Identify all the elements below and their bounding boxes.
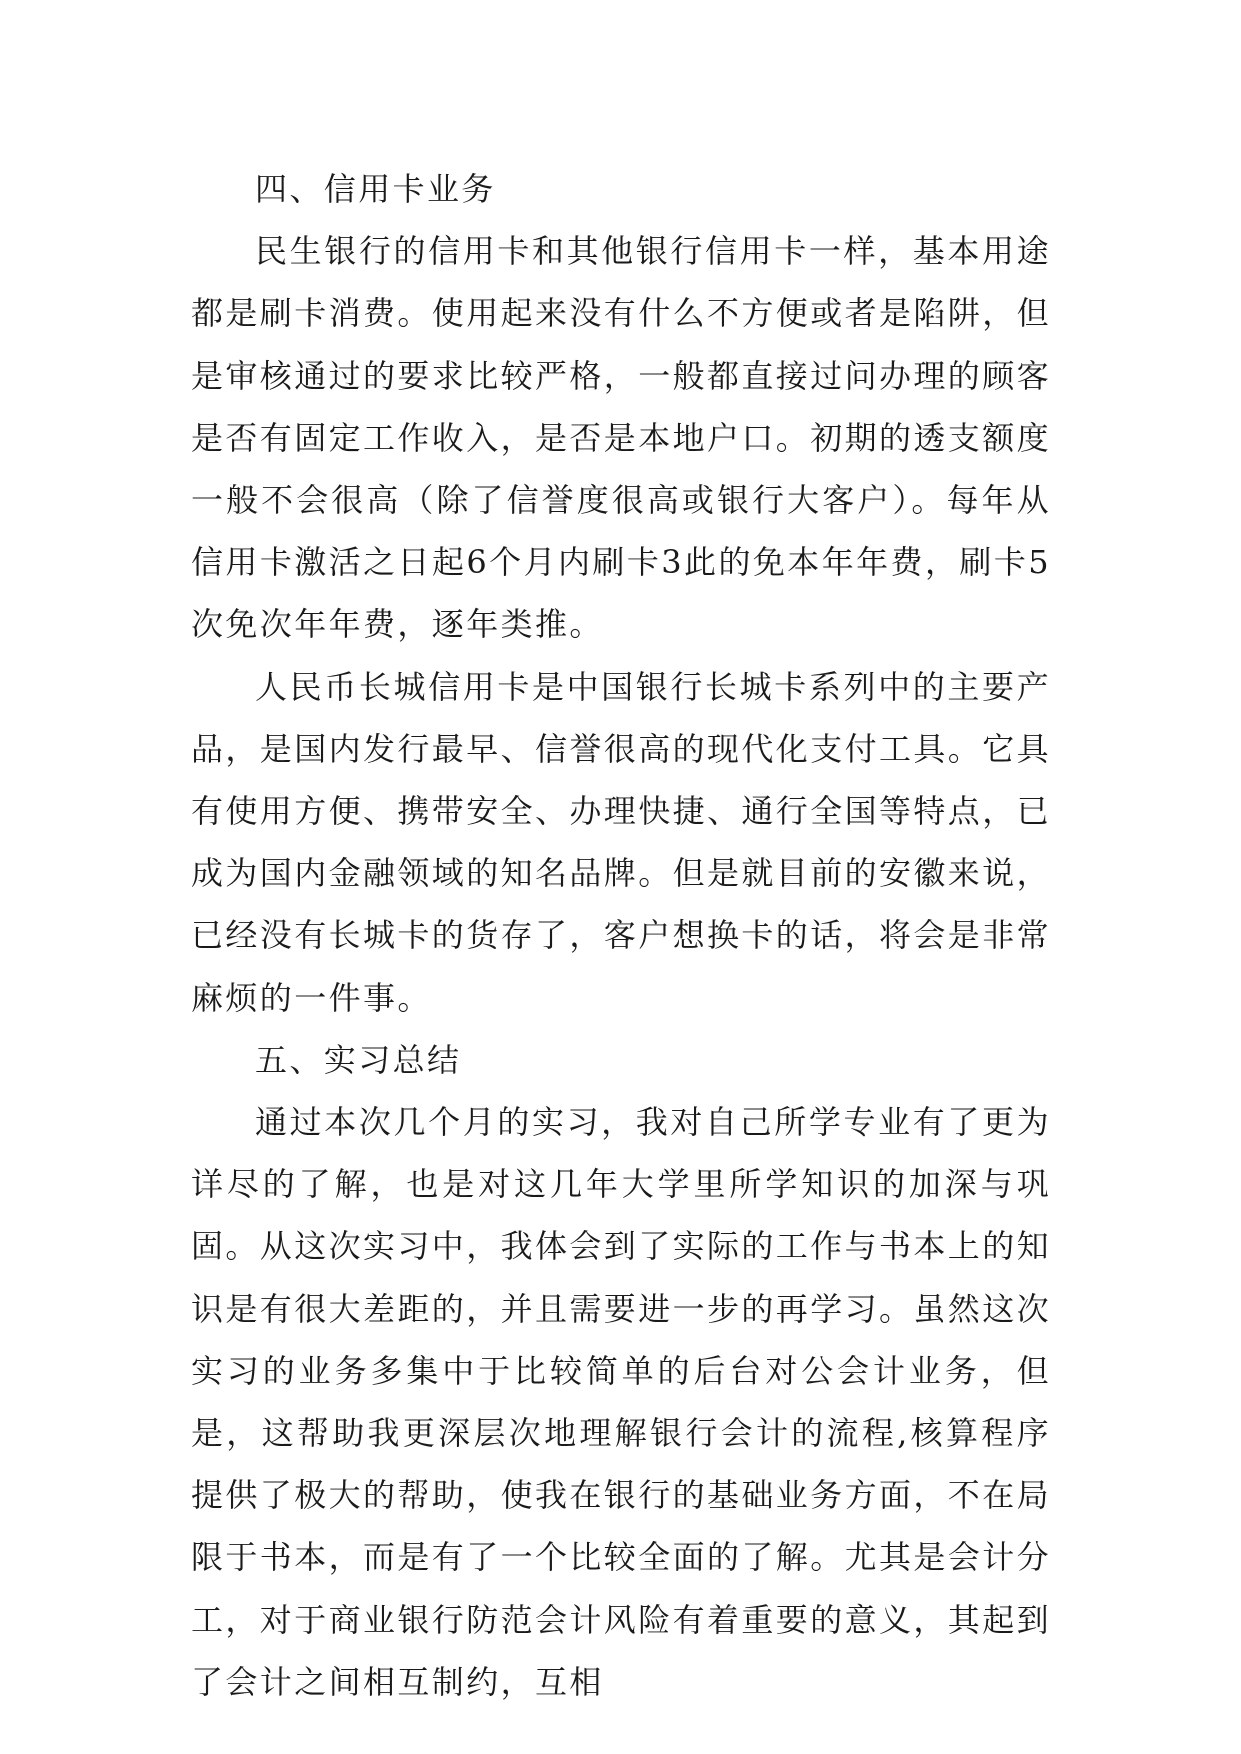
paragraph-great-wall-card: 人民币长城信用卡是中国银行长城卡系列中的主要产品，是国内发行最早、信誉很高的现代化支付工具。它具有使用方便、携带安全、办理快捷、通行全国等特点，已成为国内金融领域的知名品牌。但是就目前的安徽来说，已经没有长城卡的货存了，客户想换卡的话，将会是非常麻烦的一件事。 bbox=[191, 667, 1052, 1017]
paragraph-internship-summary: 通过本次几个月的实习，我对自己所学专业有了更为详尽的了解，也是对这几年大学里所学知识的加深与巩固。从这次实习中，我体会到了实际的工作与书本上的知识是有很大差距的，并且需要进一步的再学习。虽然这次实习的业务多集中于比较简单的后台对公会计业务，但是，这帮助我更深层次地理解银行会计的流程,核算程序提供了极大的帮助，使我在银行的基础业务方面，不在局限于书本，而是有了一个比较全面的了解。尤其是会计分工，对于商业银行防范会计风险有着重要的意义，其起到了会计之间相互制约，互相 bbox=[191, 1103, 1052, 1701]
section-heading-internship-summary: 五、实习总结 bbox=[255, 1040, 462, 1079]
document-body bbox=[191, 158, 1051, 1713]
paragraph-minsheng-credit-card: 民生银行的信用卡和其他银行信用卡一样，基本用途都是刷卡消费。使用起来没有什么不方便或者是陷阱，但是审核通过的要求比较严格，一般都直接过问办理的顾客是否有固定工作收入，是否是本地户口。初期的透支额度一般不会很高（除了信誉度很高或银行大客户）。每年从信用卡激活之日起6个月内刷卡3此的免本年年费，刷卡5次免次年年费，逐年类推。 bbox=[191, 232, 1052, 644]
section-heading-credit-card: 四、信用卡业务 bbox=[255, 170, 496, 208]
